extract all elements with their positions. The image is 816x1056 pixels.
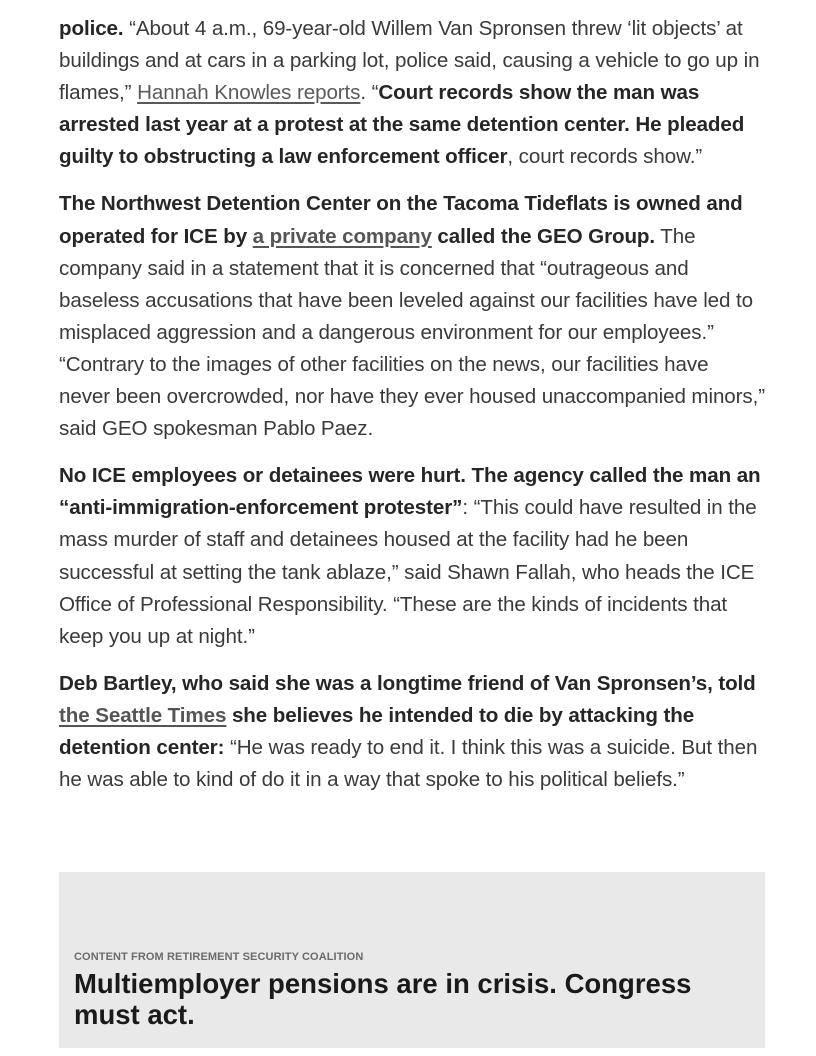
body-text: The company said in a statement that it is concerned that “outrageous and baseless accusations that have been leveled against our facilities have led to misplaced aggression and a dangerous environment for our employees.” “Contrary to the images of other facilities on the news, our facilities have never been overcrowded, nor have they ever housed unaccompanied minors,” said GEO spokesman Pablo Paez.: [59, 224, 765, 441]
sponsor-label: CONTENT FROM RETIREMENT SECURITY COALITION: [74, 951, 364, 963]
bold-text: The Northwest Detention Center on the Tacoma Tideflats is owned and operated for ICE by: [59, 192, 743, 248]
sponsored-content-card[interactable]: [59, 872, 765, 1048]
paragraph-police-report: [59, 13, 765, 173]
body-text: “He was ready to end it. I think this was a suicide. But then he was able to kind of do it in a way that spoke to his political beliefs.”: [59, 735, 758, 792]
body-text: . “: [360, 81, 379, 105]
paragraph-deb-bartley: [59, 668, 765, 796]
body-text: “About 4 a.m., 69-year-old Willem Van Spronsen threw ‘lit objects’ at buildings and at cars in a parking lot, police said, causing a vehicle to go up in flames,”: [59, 17, 760, 105]
bold-text: police.: [59, 17, 124, 40]
bold-text: Deb Bartley, who said she was a longtime friend of Van Spronsen’s, told: [59, 671, 756, 695]
private-company-link[interactable]: a private company: [252, 224, 432, 248]
body-text: , court records show.”: [507, 145, 703, 169]
bold-text: No ICE employees or detainees were hurt. The agency called the man an “anti-immigration-enforcement protester”: [59, 464, 761, 520]
bold-text: called the GEO Group.: [431, 224, 656, 248]
seattle-times-link[interactable]: the Seattle Times: [59, 703, 227, 727]
bold-text: she believes he intended to die by attacking the detention center:: [59, 703, 695, 759]
paragraph-ice-statement: [59, 460, 765, 653]
article-body: [59, 13, 765, 811]
body-text: : “This could have resulted in the mass murder of staff and detainees housed at the facility had he been successful at setting the tank ablaze,” said Shawn Fallah, who heads the ICE Office of Professional Responsibility. “These are the kinds of incidents that keep you up at night.”: [59, 496, 757, 648]
sponsored-headline[interactable]: Multiemployer pensions are in crisis. Congress must act.: [74, 968, 692, 1030]
hannah-knowles-link[interactable]: Hannah Knowles reports: [137, 81, 361, 105]
paragraph-geo-group: [59, 188, 765, 445]
bold-text: Court records show the man was arrested last year at a protest at the same detention center. He pleaded guilty to obstructing a law enforcement officer: [59, 81, 745, 169]
